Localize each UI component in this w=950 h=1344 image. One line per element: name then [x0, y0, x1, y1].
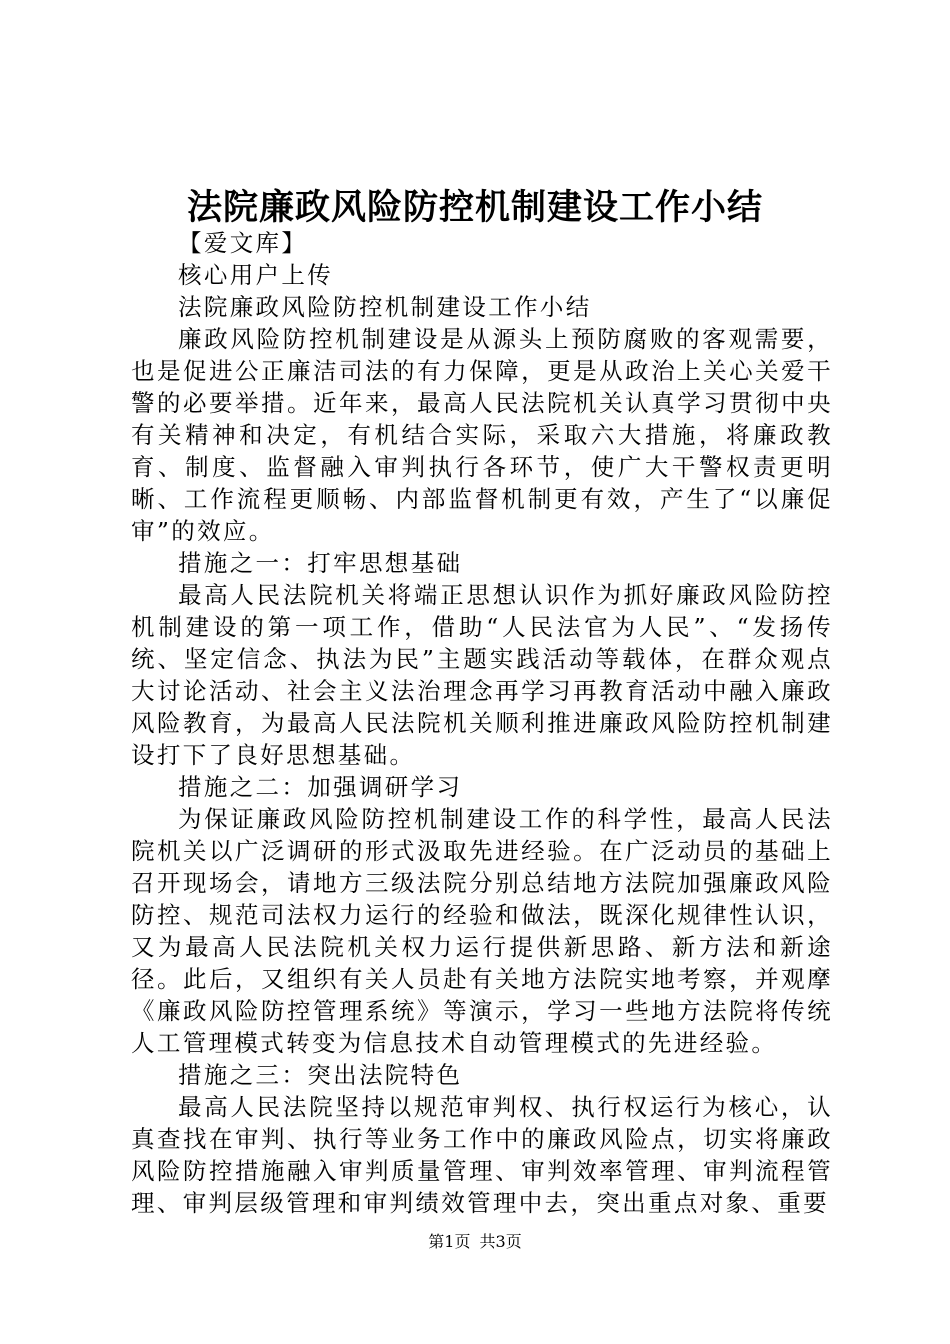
document-body — [131, 227, 833, 1219]
page-footer — [0, 1230, 950, 1254]
source-label: 【爱文库】 — [178, 229, 308, 257]
page-total: 共3页 — [479, 1232, 522, 1251]
measure-2-heading: 措施之二：加强调研学习 — [178, 773, 463, 801]
page-number: 第1页 — [428, 1232, 471, 1251]
measure-3-heading: 措施之三：突出法院特色 — [178, 1061, 463, 1089]
uploader-line: 核心用户上传 — [178, 261, 334, 289]
measure-3-paragraph: 最高人民法院坚持以规范审判权、执行权运行为核心，认真查找在审判、执行等业务工作中的廉政风险点，切实将廉政风险防控措施融入审判质量管理、审判效率管理、审判流程管理、审判层级管理和审判绩效管理中去，突出重点对象、重要 — [131, 1093, 833, 1217]
measure-1-heading: 措施之一：打牢思想基础 — [178, 549, 463, 577]
measure-2-paragraph: 为保证廉政风险防控机制建设工作的科学性，最高人民法院机关以广泛调研的形式汲取先进经验。在广泛动员的基础上召开现场会，请地方三级法院分别总结地方法院加强廉政风险防控、规范司法权力运行的经验和做法，既深化规律性认识，又为最高人民法院机关权力运行提供新思路、新方法和新途径。此后，又组织有关人员赴有关地方法院实地考察，并观摩《廉政风险防控管理系统》等演示，学习一些地方法院将传统人工管理模式转变为信息技术自动管理模式的先进经验。 — [131, 805, 833, 1057]
intro-paragraph: 廉政风险防控机制建设是从源头上预防腐败的客观需要，也是促进公正廉洁司法的有力保障，更是从政治上关心关爱干警的必要举措。近年来，最高人民法院机关认真学习贯彻中央有关精神和决定，有机结合实际，采取六大措施，将廉政教育、制度、监督融入审判执行各环节，使广大干警权责更明晰、工作流程更顺畅、内部监督机制更有效，产生了“以廉促审”的效应。 — [131, 325, 833, 545]
measure-1-paragraph: 最高人民法院机关将端正思想认识作为抓好廉政风险防控机制建设的第一项工作，借助“人民法官为人民”、“发扬传统、坚定信念、执法为民”主题实践活动等载体，在群众观点大讨论活动、社会主义法治理念再学习再教育活动中融入廉政风险教育，为最高人民法院机关顺利推进廉政风险防控机制建设打下了良好思想基础。 — [131, 581, 833, 769]
subtitle-line: 法院廉政风险防控机制建设工作小结 — [178, 293, 592, 321]
document-title: 法院廉政风险防控机制建设工作小结 — [186, 187, 763, 228]
